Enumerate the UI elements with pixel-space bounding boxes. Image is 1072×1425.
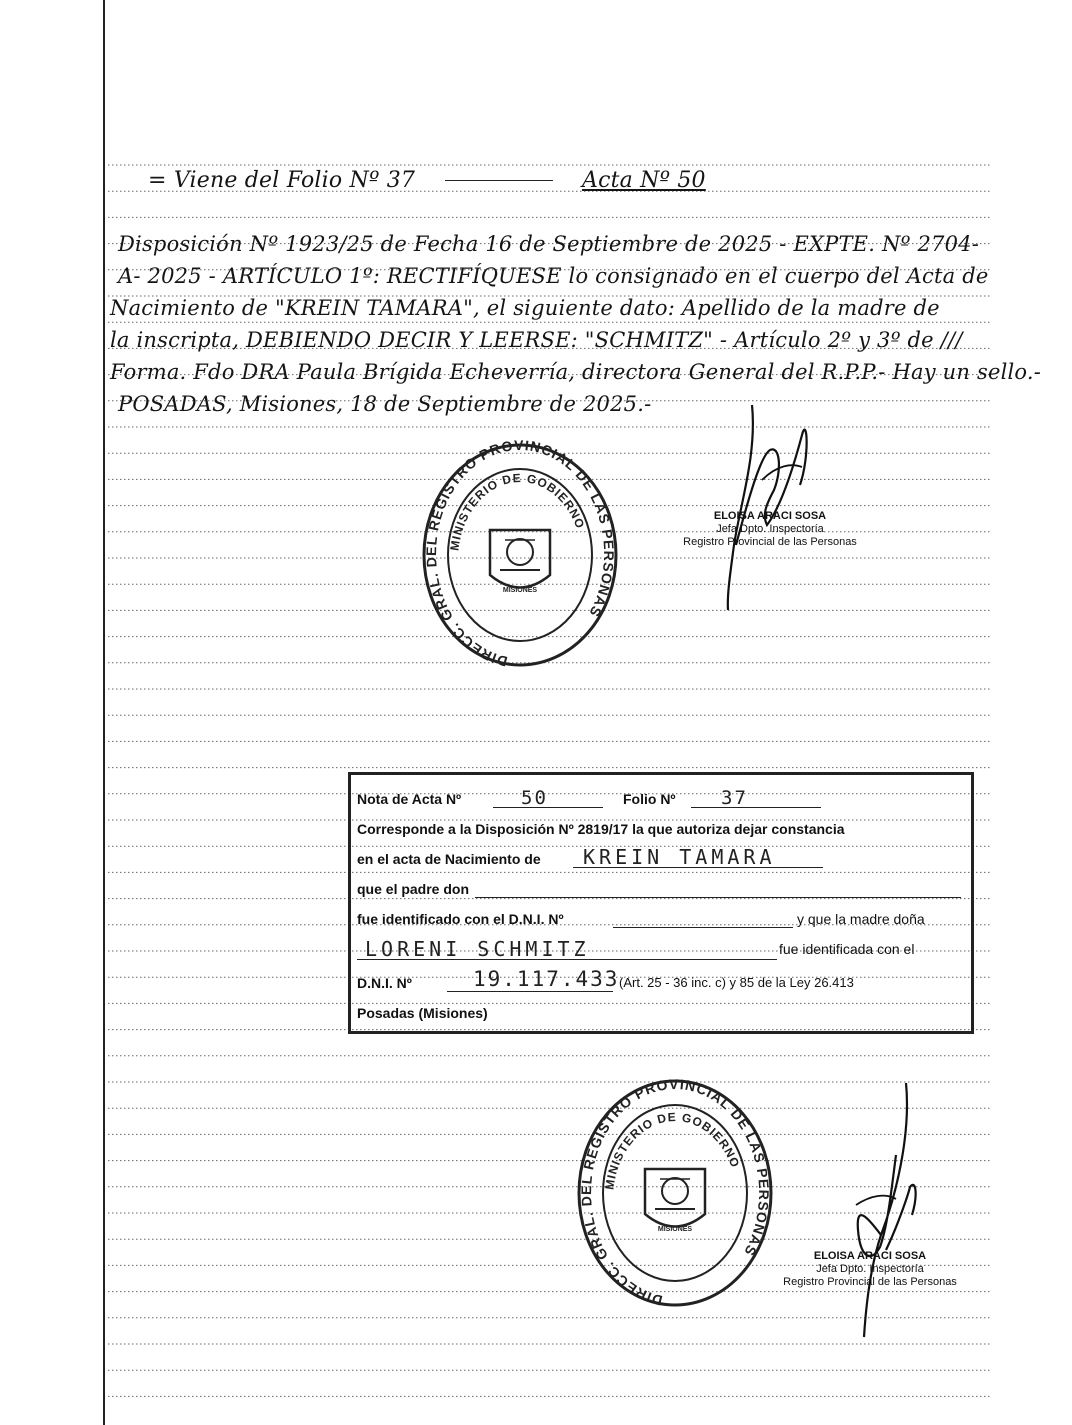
stamp-line-1: Nota de Acta Nº [357,791,462,807]
svg-text:MISIONES: MISIONES [502,587,538,594]
acta-value-rule [493,807,603,808]
nacimiento-value: KREIN TAMARA [583,845,776,869]
shield-emblem-icon [490,530,550,588]
stamp-line-5-prefix: fue identificado con el D.N.I. Nº [357,911,564,927]
madre-value: LORENI SCHMITZ [365,937,590,961]
stamp-line-3: en el acta de Nacimiento de [357,851,541,867]
body-line-3: Nacimiento de "KREIN TAMARA", el siguiente dato: Apellido de la madre de [110,296,940,320]
official-seal [575,1077,775,1309]
shield-emblem-icon [645,1169,705,1227]
stamp-line-2: Corresponde a la Disposición Nº 2819/17 la que autoriza dejar constancia [357,821,845,837]
signature-block [655,510,885,549]
stamp-line-6-suffix: fue identificada con el [779,941,915,957]
signature-block [760,1250,980,1289]
folio-label: Folio Nº [623,791,676,807]
header-rule [445,180,553,181]
signature-scribble [826,1075,946,1345]
svg-text:DIRECC. GRAL. DEL REGISTRO PRO: DIRECC. GRAL. DEL REGISTRO PROVINCIAL DE LAS PERSONAS [577,1077,773,1309]
dni-value: 19.117.433 [473,967,620,991]
signature-name: ELOISA ARACI SOSA [713,510,827,522]
madre-rule [357,959,777,960]
stamp-line-5-suffix: y que la madre doña [797,911,925,927]
folio-value-rule [691,807,821,808]
official-seal [420,440,620,670]
body-line-5: Forma. Fdo DRA Paula Brígida Echeverría, directora General del R.P.P.- Hay un sello.- [110,360,1042,384]
svg-text:MINISTERIO DE GOBIERNO: MINISTERIO DE GOBIERNO [447,470,588,552]
body-line-4: la inscripta, DEBIENDO DECIR Y LEERSE: "SCHMITZ" - Artículo 2º y 3º de /// [110,328,963,352]
acta-value: 50 [521,787,548,809]
signature-name: ELOISA ARACI SOSA [813,1250,927,1262]
signature-title: Jefa Dpto. Inspectoría [716,523,824,535]
svg-text:DIRECC. GRAL. DEL REGISTRO PRO: DIRECC. GRAL. DEL REGISTRO PROVINCIAL DE LAS PERSONAS [422,440,618,670]
stamp-line-7-suffix: (Art. 25 - 36 inc. c) y 85 de la Ley 26.413 [619,975,854,990]
stamp-line-7-prefix: D.N.I. Nº [357,975,412,991]
nota-de-acta-stamp [348,772,974,1034]
viene-del-folio: = Viene del Folio Nº 37 [148,168,416,193]
stamp-line-8: Posadas (Misiones) [357,1005,488,1021]
folio-value: 37 [721,787,748,809]
body-line-2: A- 2025 - ARTÍCULO 1º: RECTIFÍQUESE lo consignado en el cuerpo del Acta de [118,264,989,288]
signature-org: Registro Provincial de las Personas [683,536,857,548]
padre-dni-rule [613,927,793,928]
acta-number: Acta Nº 50 [582,168,706,193]
dni-rule [447,991,613,992]
signature-org: Registro Provincial de las Personas [783,1276,957,1288]
stamp-line-4: que el padre don [357,881,470,897]
signature-title: Jefa Dpto. Inspectoría [816,1263,924,1275]
margin-line [103,0,105,1425]
svg-text:MINISTERIO DE GOBIERNO: MINISTERIO DE GOBIERNO [602,1109,743,1191]
body-line-6: POSADAS, Misiones, 18 de Septiembre de 2025.- [118,392,652,416]
svg-text:MISIONES: MISIONES [657,1226,693,1233]
padre-rule [475,897,961,898]
body-line-1: Disposición Nº 1923/25 de Fecha 16 de Septiembre de 2025 - EXPTE. Nº 2704- [118,232,980,256]
